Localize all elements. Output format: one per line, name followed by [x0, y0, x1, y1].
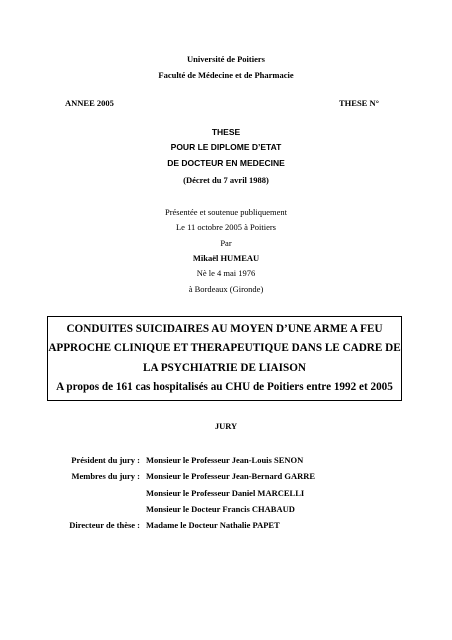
thesis-heading: THESE: [211, 127, 241, 137]
thesis-title-box: [47, 316, 402, 401]
member-1-name: Monsieur le Professeur Jean-Bernard GARRE: [146, 471, 316, 481]
university-name: Université de Poitiers: [187, 54, 265, 64]
president-name: Monsieur le Professeur Jean-Louis SENON: [146, 455, 304, 465]
thesis-number-label: THESE N°: [339, 98, 380, 108]
jury-heading: JURY: [214, 421, 238, 431]
birth-date: Nè le 4 mai 1976: [196, 268, 256, 278]
faculty-name: Faculté de Médecine et de Pharmacie: [158, 70, 294, 80]
presentation-line: Présentée et soutenue publiquement: [164, 207, 288, 217]
by-label: Par: [220, 238, 232, 248]
members-label: Membres du jury :: [71, 471, 140, 481]
defense-date: Le 11 octobre 2005 à Poitiers: [175, 222, 276, 232]
degree-line: DE DOCTEUR EN MEDECINE: [167, 158, 285, 168]
year-label: ANNEE 2005: [65, 98, 114, 108]
member-2-name: Monsieur le Professeur Daniel MARCELLI: [146, 488, 305, 498]
decree-line: (Décret du 7 avril 1988): [183, 175, 269, 185]
author-name: Mikaël HUMEAU: [192, 253, 260, 263]
title-line-4: A propos de 161 cas hospitalisés au CHU de Poitiers entre 1992 et 2005: [56, 381, 393, 393]
director-label: Directeur de thèse :: [69, 520, 140, 530]
title-line-1: CONDUITES SUICIDAIRES AU MOYEN D’UNE ARME A FEU: [66, 323, 383, 335]
president-label: Président du jury :: [71, 455, 140, 465]
member-3-name: Monsieur le Docteur Francis CHABAUD: [146, 504, 295, 514]
title-line-3: LA PSYCHIATRIE DE LIAISON: [143, 362, 306, 374]
title-line-2: APPROCHE CLINIQUE ET THERAPEUTIQUE DANS LE CADRE DE: [48, 342, 401, 354]
director-name: Madame le Docteur Nathalie PAPET: [146, 520, 280, 530]
diploma-line: POUR LE DIPLOME D’ETAT: [170, 142, 282, 152]
birth-place: à Bordeaux (Gironde): [188, 284, 264, 294]
